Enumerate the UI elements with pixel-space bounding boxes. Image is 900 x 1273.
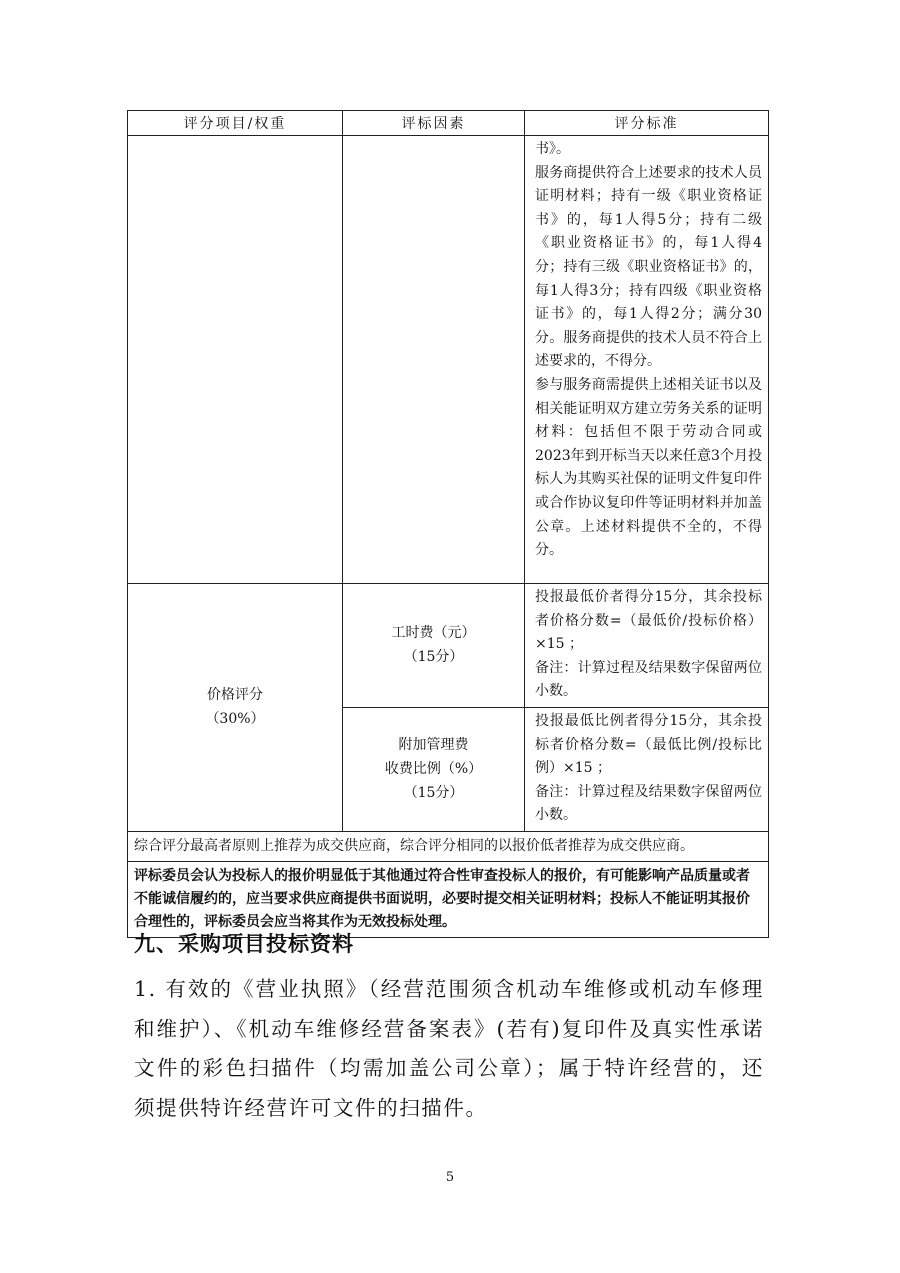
row1-item [128, 136, 343, 584]
note-low-price: 评标委员会认为投标人的报价明显低于其他通过符合性审查投标人的报价，有可能影响产品质量或者不能诚信履约的，应当要求供应商提供书面说明，必要时提交相关证明材料；投标人不能证明其报价合理性的，评标委员会应当将其作为无效投标处理。 [128, 861, 769, 937]
page-number: 5 [445, 1170, 455, 1185]
header-item-weight: 评分项目/权重 [128, 111, 343, 136]
header-standard: 评分标准 [525, 111, 769, 136]
table-header-row [128, 111, 769, 136]
management-fee-standard: 投报最低比例者得分15分，其余投标者价格分数=（最低比例/投标比例）×15 ； 备注：计算过程及结果数字保留两位小数。 [525, 707, 769, 831]
scoring-table [127, 110, 769, 938]
labor-fee-factor: 工时费（元） （15分） [343, 584, 525, 708]
table-row [128, 861, 769, 937]
price-score-item: 价格评分 （30%） [128, 584, 343, 832]
section-paragraph: 1. 有效的《营业执照》（经营范围须含机动车维修或机动车修理和维护）、《机动车维修经营备案表》(若有)复印件及真实性承诺文件的彩色扫描件（均需加盖公司公章）；属于特许经营的，还须提供特许经营许可文件的扫描件。 [134, 977, 764, 1120]
table-row [128, 136, 769, 584]
note-recommendation: 综合评分最高者原则上推荐为成交供应商，综合评分相同的以报价低者推荐为成交供应商。 [128, 831, 769, 861]
labor-fee-standard: 投报最低价者得分15分，其余投标者价格分数=（最低价/投标价格）×15 ； 备注：计算过程及结果数字保留两位小数。 [525, 584, 769, 708]
table-row [128, 831, 769, 861]
management-fee-factor: 附加管理费 收费比例（%） （15分） [343, 707, 525, 831]
row1-standard: 书》。 服务商提供符合上述要求的技术人员证明材料；持有一级《职业资格证书》的，每1人得5分；持有二级《职业资格证书》的，每1人得4分；持有三级《职业资格证书》的，每1人得3分；持有四级《职业资格证书》的，每1人得2分；满分30分。服务商提供的技术人员不符合上述要求的，不得分。 参与服务商需提供上述相关证书以及相关能证明双方建立劳务关系的证明材料：包括但不限于劳动合同或2023年到开标当天以来任意3个月投标人为其购买社保的证明文件复印件或合作协议复印件等证明材料并加盖公章。上述材料提供不全的，不得分。 [525, 136, 769, 584]
header-factor: 评标因素 [343, 111, 525, 136]
table-row [128, 584, 769, 708]
row1-factor [343, 136, 525, 584]
section-title: 九、采购项目投标资料 [134, 931, 354, 956]
